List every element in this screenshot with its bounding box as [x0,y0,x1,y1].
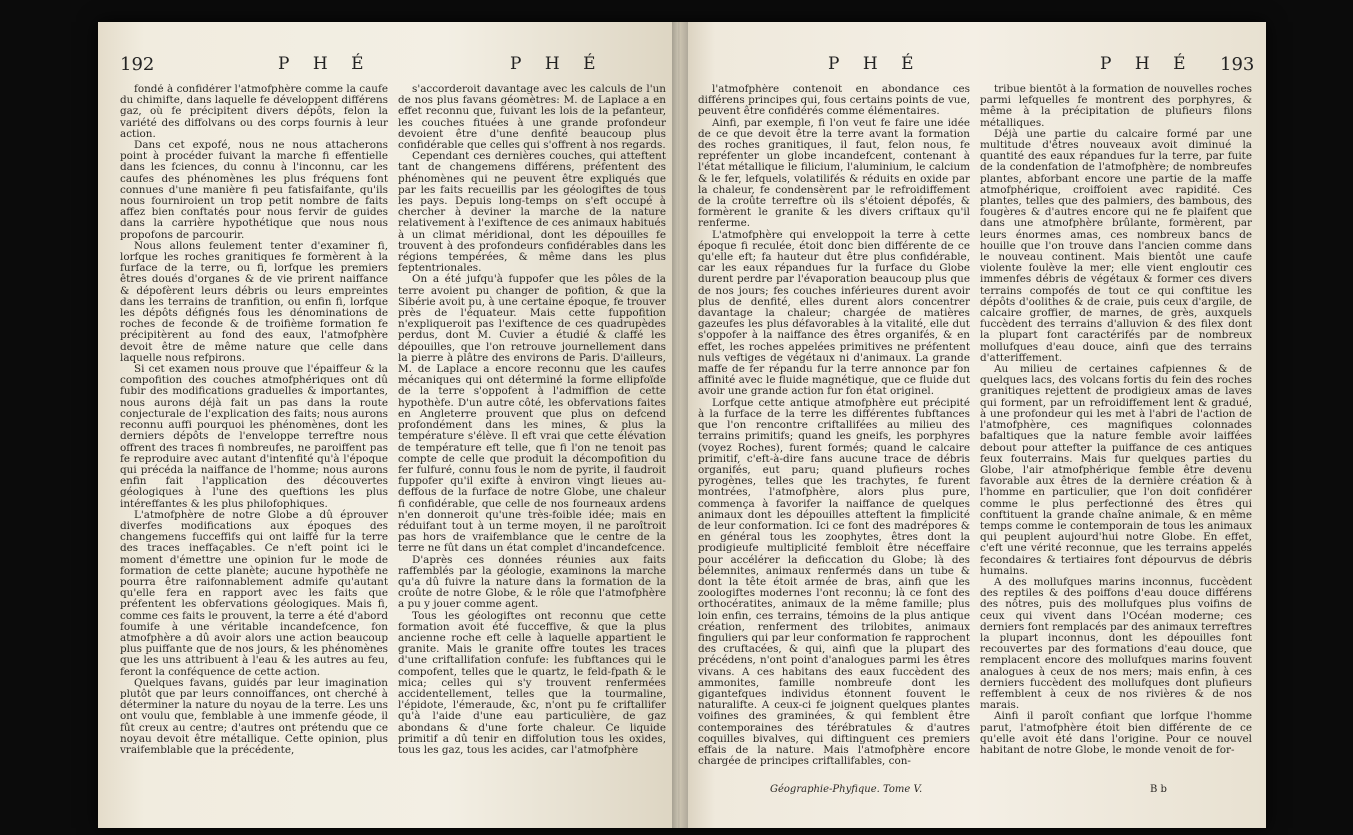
paragraph: Au milieu de certaines cafpiennes & de quelques lacs, des volcans fortis du fein des roches granitiques rejettent de prodigieux amas de laves qui forment, par un refroidiffement lent & gradué, à une profondeur qui les met à l'abri de l'action de l'atmofphère, ces magnifiques colonnades bafaltiques que la nature femble avoir laiffées debout pour attefter la puiffance de ces antiques feux fouterrains. Mais fur quelques parties du Globe, l'air atmofphérique femble être devenu favorable aux êtres de la dernière création & à l'homme en particulier, que l'on doit confidérer comme le plus perfectionné des êtres qui conftituent la grande chaîne animale, & en même temps comme le contemporain de tous les animaux qui peuplent aujourd'hui notre Globe. En effet, c'eft une vérité reconnue, que les terrains appelés fecondaires & tertiaires font dépourvus de débris humains. [980,363,1252,577]
paragraph: Si cet examen nous prouve que l'épaiffeur & la compofition des couches atmofphériques ont dû fubir des modifications graduelles & importantes, nous aurons déjà fait un pas dans la route conjecturale de l'explication des faits; nous aurons reconnu auffi pourquoi les phénomènes, dont les derniers dépôts de l'enveloppe terreftre nous offrent des traces fi nombreufes, ne paroiffent pas fe reproduire avec autant d'intenfité qu'à l'époque qui précéda la naiffance de l'homme; nous aurons enfin fait l'application des découvertes géologiques à l'une des queftions les plus intéreffantes & les plus philofophiques. [120,363,388,510]
paragraph: On a été jufqu'à fuppofer que les pôles de la terre avoient pu changer de pofition, & que la Sibérie avoit pu, à une certaine époque, fe trouver près de l'équateur. Mais cette fuppofition n'expliqueroit pas l'exiftence de ces quadrupèdes perdus, dont M. Cuvier a étudié & claffé les dépouilles, que l'on retrouve journellement dans la pierre à plâtre des environs de Paris. D'ailleurs, M. de Laplace a encore reconnu que les caufes mécaniques qui ont déterminé la forme ellipfoïde de la terre s'oppofent à l'admiffion de cette hypothèfe. D'un autre côté, les obfervations faites en Angleterre prouvent que plus on defcend profondément dans les mines, & plus la température s'élève. Il eft vrai que cette élévation de température eft telle, que fi l'on ne tenoit pas compte de celle que produit la décompofition du fer fulfuré, connu fous le nom de pyrite, il faudroit fuppofer qu'il exifte à environ vingt lieues au-deffous de la furface de notre Globe, une chaleur fi confidérable, que celle de nos fourneaux ardens n'en donneroit qu'une très-foible idée; mais en réduifant tout à un terme moyen, il ne paroîtroit pas hors de vraifemblance que le centre de la terre ne fût dans un état complet d'incandefcence. [398,273,666,555]
left-page-header [98,54,678,84]
running-head-right-col1: P H É [828,54,923,74]
signature-mark: B b [1150,784,1167,795]
paragraph: s'accorderoit davantage avec les calculs de l'un de nos plus favans géomètres: M. de Laplace a en effet reconnu que, fuivant les lois de la pefanteur, les couches fituées à une grande profondeur devoient être d'une denfité beaucoup plus confidérable que celles qui s'offrent à nos regards. [398,84,666,152]
running-head-left-col1: P H É [278,54,373,74]
paragraph: fondé à confidérer l'atmofphère comme la caufe du chimifte, dans laquelle fe développent différens gaz, où fe précipitent divers dépôts, felon la variété des diffolvans ou des corps fournis à leur action. [120,84,388,140]
footer-title: Géographie-Phyfique. Tome V. [770,784,923,795]
right-page-column-1 [698,84,970,784]
paragraph: L'atmofphère de notre Globe a dû éprouver diverfes modifications aux époques des changemens fucceffifs qui ont laiffé fur la terre des traces ineffaçables. Ce n'eft point ici le moment d'émettre une opinion fur le mode de formation de cette planète; aucune hypothèfe ne pourra être raifonnablement admife qu'autant qu'elle fera en rapport avec les faits que préfentent les obfervations géologiques. Mais fi, comme ces faits le prouvent, la terre a été d'abord foumife à une véritable incandefcence, fon atmofphère a dû avoir alors une action beaucoup plus puiffante que de nos jours, & les phénomènes que les uns attribuent à l'eau & les autres au feu, feront la conféquence de cette action. [120,508,388,678]
book-gutter [672,22,688,828]
paragraph: L'atmofphère qui enveloppoit la terre à cette époque fi reculée, étoit donc bien différente de ce qu'elle eft; fa hauteur dut être plus confidérable, car les eaux répandues fur la furface du Globe durent perdre par l'évaporation beaucoup plus que de nos jours; fes couches inférieures durent avoir plus de denfité, elles durent alors concentrer davantage la chaleur; chargée de matières gazeufes les plus défavorables à la vitalité, elle dut s'oppofer à la naiffance des êtres organifés, & en effet, les roches appelées primitives ne préfentent nuls veftiges de végétaux ni d'animaux. La grande maffe de fer répandu fur la terre annonce par fon affinité avec le fluide magnétique, que ce fluide dut avoir une grande action fur fon état originel. [698,228,970,398]
left-page [98,22,678,828]
paragraph: tribue bientôt à la formation de nouvelles roches parmi lefquelles fe montrent des porphyres, & même à la précipitation de plufieurs filons métalliques. [980,84,1252,129]
right-page-column-2 [980,84,1252,784]
page-number-right: 193 [1220,54,1255,75]
left-page-column-1 [120,84,388,784]
paragraph: Déjà une partie du calcaire formé par une multitude d'êtres nouveaux avoit diminué la quantité des eaux répandues fur la terre, par fuite de la condenfation de l'atmofphère; de nombreufes plantes, abforbant encore une partie de la maffe atmofphérique, croiffoient avec rapidité. Ces plantes, telles que des palmiers, des bambous, des fougères & d'autres encore qui ne fe plaifent que dans une atmofphère brûlante, formèrent, par leurs énormes amas, ces nombreux bancs de houille que l'on trouve dans l'ancien comme dans le nouveau continent. Mais bientôt une caufe violente foulève la mer; elle vient engloutir ces immenfes débris de végétaux & former ces divers terrains compofés de tout ce qui conftitue les dépôts d'oolithes & de craie, puis ceux d'argile, de calcaire groffier, de marnes, de grès, auxquels fuccèdent des terrains d'alluvion & des filex dont la plupart font caractérifés par de nombreux mollufques d'eau douce, ainfi que des terrains d'atteriffement. [980,127,1252,364]
paragraph: Cependant ces dernières couches, qui atteftent tant de changemens différens, préfentent des phénomènes qui ne peuvent être expliqués que par les faits recueillis par les géologiftes de tous les pays. Depuis long-temps on s'eft occupé à chercher à deviner la marche de la nature relativement à l'exiftence de ces animaux habitués à un climat méridional, dont les dépouilles fe trouvent à des profondeurs confidérables dans les régions tempérées, & même dans les plus feptentrionales. [398,150,666,275]
left-page-column-2 [398,84,666,784]
paragraph: Lorfque cette antique atmofphère eut précipité à la furface de la terre les différentes fubftances que l'on rencontre criftallifées au milieu des terrains primitifs; quand les gneifs, les porphyres (voyez Roches), furent formés; quand le calcaire primitif, c'eft-à-dire fans aucune trace de débris organifés, eut paru; quand plufieurs roches pyrogènes, telles que les trachytes, fe furent montrées, l'atmofphère, alors plus pure, commença à favorifer la naiffance de quelques animaux dont les dépouilles atteftent la fimplicité de leur conformation. Ici ce font des madrépores & en général tous les zoophytes, êtres dont la prodigieufe multiplicité fembloit être néceffaire pour accélérer la deficcation du Globe; là des bélemnites, animaux renfermés dans un tube & dont la tête étoit armée de bras, ainfi que les zoologiftes modernes l'ont reconnu; là ce font des orthocératites, animaux de la même famille; plus loin enfin, ces terrains, témoins de la plus antique création, renferment des trilobites, animaux finguliers qui par leur conformation fe rapprochent des cruftacées, & qui, ainfi que la plupart des précédens, n'ont point d'analogues parmi les êtres vivans. A ces habitans des eaux fuccèdent des ammonites, famille nombreufe dont les gigantefques individus étonnent fouvent le naturalifte. A ceux-ci fe joignent quelques plantes voifines des graminées, & qui femblent être contemporaines des térébratules & d'autres coquilles bivalves, qui diftinguent ces premiers effais de la nature. Mais l'atmofphère encore chargée de principes criftallifables, con- [698,396,970,768]
paragraph: Nous allons feulement tenter d'examiner fi, lorfque les roches granitiques fe formèrent à la furface de la terre, ou fi, lorfque les premiers êtres doués d'organes & de vie prirent naiffance & dépofèrent leurs débris ou leurs empreintes dans les terrains de tranfition, ou enfin fi, lorfque les dépôts défignés fous les dénominations de roches de feconde & de troifième formation fe précipitèrent au fond des eaux, l'atmofphère devoit être de même nature que celle dans laquelle nous refpirons. [120,239,388,364]
paragraph: Tous les géologiftes ont reconnu que cette formation avoit été fucceffive, & que la plus ancienne roche eft celle à laquelle appartient le granite. Mais le granite offre toutes les traces d'une criftallifation confufe: les fubftances qui le compofent, telles que le quartz, le feld-fpath & le mica; celles qui s'y trouvent renfermées accidentellement, telles que la tourmaline, l'épidote, l'émeraude, &c, n'ont pu fe criftallifer qu'à l'aide d'une eau particulière, de gaz abondans & d'une forte chaleur. Ce liquide primitif a dû tenir en diffolution tous les oxides, tous les gaz, tous les acides, car l'atmofphère [398,609,666,756]
paragraph: Ainfi il paroît confiant que lorfque l'homme parut, l'atmofphère étoit bien différente de ce qu'elle avoit été dans l'origine. Pour ce nouvel habitant de notre Globe, le monde venoit de for- [980,710,1252,756]
paragraph: Ainfi, par exemple, fi l'on veut fe faire une idée de ce que devoit être la terre avant la formation des roches granitiques, il faut, felon nous, fe repréfenter un globe incandefcent, contenant à l'état métallique le filicium, l'aluminium, le calcium & le fer, lefquels, volatilifés & réduits en oxide par la chaleur, fe condensèrent par le refroidiffement de la croûte terreftre où ils s'étoient dépofés, & formèrent le granite & les divers criftaux qu'il renferme. [698,116,970,230]
paragraph: Dans cet expofé, nous ne nous attacherons point à procéder fuivant la marche fi effentielle dans les fciences, du connu à l'inconnu, car les caufes des phénomènes les plus fréquens font connues d'une manière fi peu fatisfaifante, qu'ils nous fourniroient un trop petit nombre de faits affez bien conftatés pour nous fervir de guides dans la carrière hypothétique que nous nous propofons de parcourir. [120,139,388,241]
book-spread [98,22,1266,828]
paragraph: Quelques favans, guidés par leur imagination plutôt que par leurs connoiffances, ont cherché à déterminer la nature du noyau de la terre. Les uns ont voulu que, femblable à une immenfe géode, il fût creux au centre; d'autres ont prétendu que ce noyau devoit être métallique. Cette opinion, plus vraifemblable que la précédente, [120,676,388,756]
running-head-right-col2: P H É [1100,54,1195,74]
page-number-left: 192 [120,54,155,75]
paragraph: D'après ces données réunies aux faits raffemblés par la géologie, examinons la marche qu'a dû fuivre la nature dans la formation de la croûte de notre Globe, & le rôle que l'atmofphère a pu y jouer comme agent. [398,553,666,611]
paragraph: A des mollufques marins inconnus, fuccèdent des reptiles & des poiffons d'eau douce différens des nôtres, puis des mollufques plus voifins de ceux qui vivent dans l'Océan moderne; ces derniers font remplacés par des animaux terreftres la plupart inconnus, dont les dépouilles font recouvertes par des formations d'eau douce, que remplacent encore des mollufques marins fouvent analogues à ceux de nos mers; mais enfin, à ces derniers fuccèdent des mollufques dont plufieurs reffemblent à ceux de nos rivières & de nos marais. [980,575,1252,712]
right-page-header [680,54,1266,84]
running-head-left-col2: P H É [510,54,605,74]
paragraph: l'atmofphère contenoit en abondance ces différens principes qui, fous certains points de vue, peuvent être confidérés comme élémentaires. [698,84,970,118]
right-page [680,22,1266,828]
